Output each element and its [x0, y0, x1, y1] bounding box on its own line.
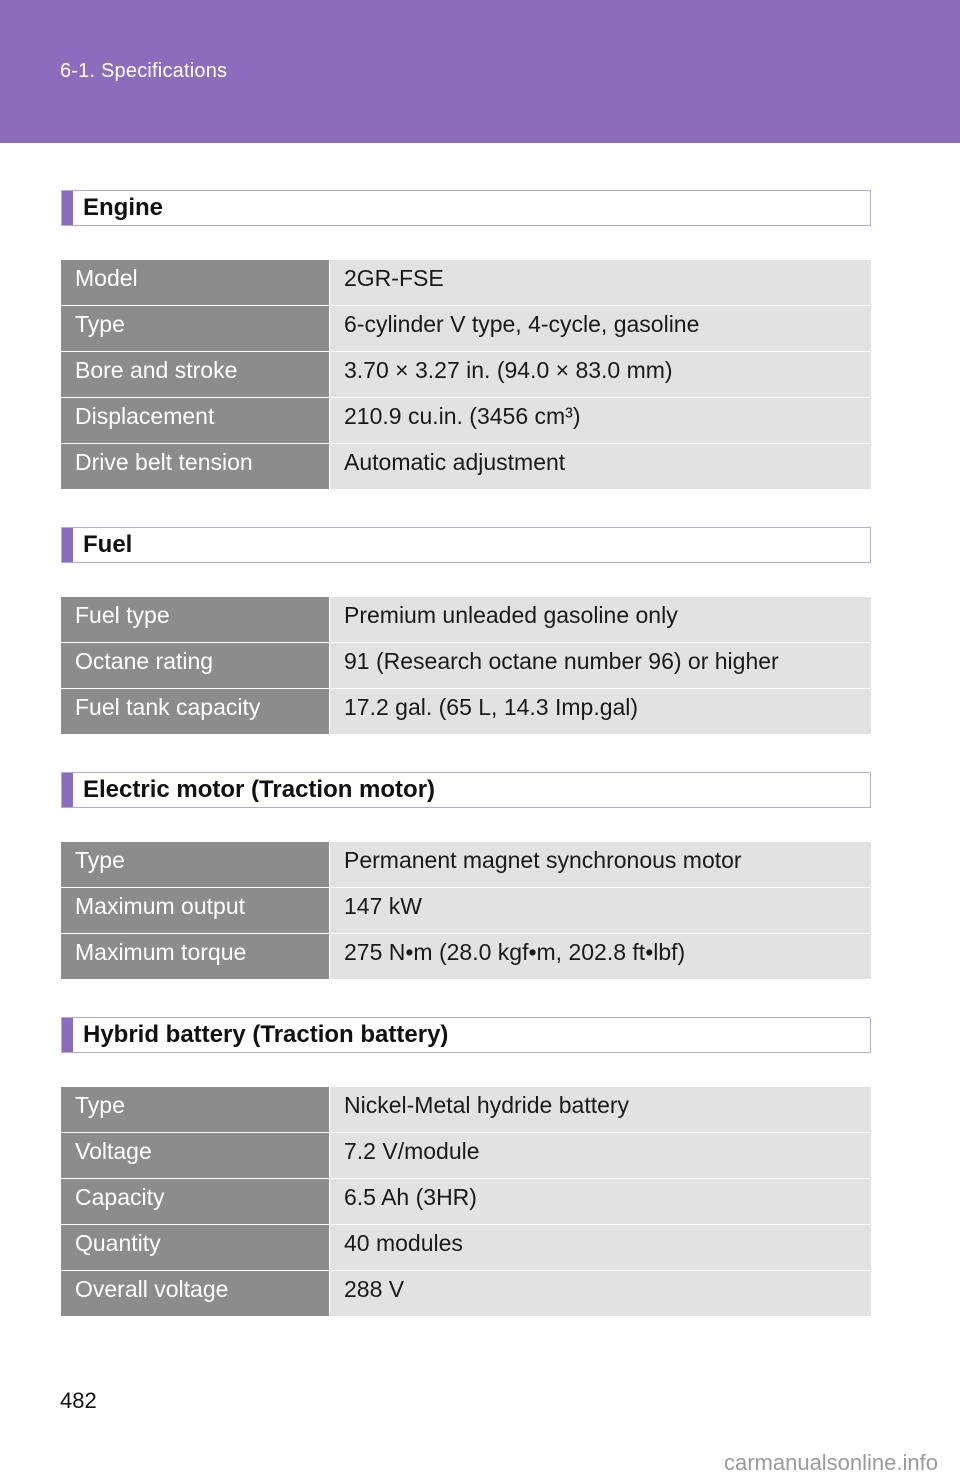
page-number: 482 — [60, 1388, 97, 1413]
header-band — [0, 0, 960, 143]
spec-value: 6-cylinder V type, 4-cycle, gasoline — [330, 306, 871, 351]
section-accent — [62, 528, 73, 562]
section-accent — [62, 191, 73, 225]
section-title-fuel — [61, 527, 871, 563]
spec-label: Capacity — [61, 1179, 330, 1224]
motor-spec-table — [61, 842, 871, 980]
section-title: Hybrid battery (Traction battery) — [83, 1021, 449, 1048]
spec-value: Nickel-Metal hydride battery — [330, 1087, 871, 1132]
spec-value: 91 (Research octane number 96) or higher — [330, 643, 871, 688]
spec-label: Quantity — [61, 1225, 330, 1270]
section-title-engine — [61, 190, 871, 226]
spec-label: Maximum output — [61, 888, 330, 933]
spec-label: Octane rating — [61, 643, 330, 688]
table-row — [61, 352, 871, 398]
table-row — [61, 689, 871, 735]
spec-value: 7.2 V/module — [330, 1133, 871, 1178]
spec-value: Permanent magnet synchronous motor — [330, 842, 871, 887]
table-row — [61, 398, 871, 444]
section-header-title: 6-1. Specifications — [60, 60, 228, 82]
spec-value: 210.9 cu.in. (3456 cm³) — [330, 398, 871, 443]
spec-label: Drive belt tension — [61, 444, 330, 489]
table-row — [61, 1271, 871, 1317]
table-row — [61, 842, 871, 888]
spec-value: 288 V — [330, 1271, 871, 1316]
table-row — [61, 888, 871, 934]
spec-value: 17.2 gal. (65 L, 14.3 Imp.gal) — [330, 689, 871, 734]
spec-value: 2GR-FSE — [330, 260, 871, 305]
table-row — [61, 1179, 871, 1225]
spec-label: Bore and stroke — [61, 352, 330, 397]
spec-label: Voltage — [61, 1133, 330, 1178]
section-accent — [62, 1018, 73, 1052]
section-accent — [62, 773, 73, 807]
section-title: Engine — [83, 194, 164, 221]
section-title: Electric motor (Traction motor) — [83, 776, 436, 803]
table-row — [61, 444, 871, 490]
table-row — [61, 260, 871, 306]
table-row — [61, 643, 871, 689]
spec-label: Overall voltage — [61, 1271, 330, 1316]
spec-label: Fuel tank capacity — [61, 689, 330, 734]
table-row — [61, 934, 871, 980]
spec-label: Displacement — [61, 398, 330, 443]
table-row — [61, 1087, 871, 1133]
watermark: carmanualsonline.info — [723, 1450, 938, 1475]
spec-label: Fuel type — [61, 597, 330, 642]
spec-value: 147 kW — [330, 888, 871, 933]
table-row — [61, 306, 871, 352]
spec-value: 6.5 Ah (3HR) — [330, 1179, 871, 1224]
spec-label: Model — [61, 260, 330, 305]
spec-value: 275 N•m (28.0 kgf•m, 202.8 ft•lbf) — [330, 934, 871, 979]
fuel-spec-table — [61, 597, 871, 735]
spec-value: 40 modules — [330, 1225, 871, 1270]
engine-spec-table — [61, 260, 871, 490]
section-title: Fuel — [83, 531, 133, 558]
spec-label: Maximum torque — [61, 934, 330, 979]
spec-value: 3.70 × 3.27 in. (94.0 × 83.0 mm) — [330, 352, 871, 397]
battery-spec-table — [61, 1087, 871, 1317]
table-row — [61, 1225, 871, 1271]
spec-label: Type — [61, 842, 330, 887]
table-row — [61, 597, 871, 643]
spec-value: Premium unleaded gasoline only — [330, 597, 871, 642]
section-title-electric-motor — [61, 772, 871, 808]
spec-label: Type — [61, 1087, 330, 1132]
spec-label: Type — [61, 306, 330, 351]
spec-value: Automatic adjustment — [330, 444, 871, 489]
section-title-hybrid-battery — [61, 1017, 871, 1053]
table-row — [61, 1133, 871, 1179]
